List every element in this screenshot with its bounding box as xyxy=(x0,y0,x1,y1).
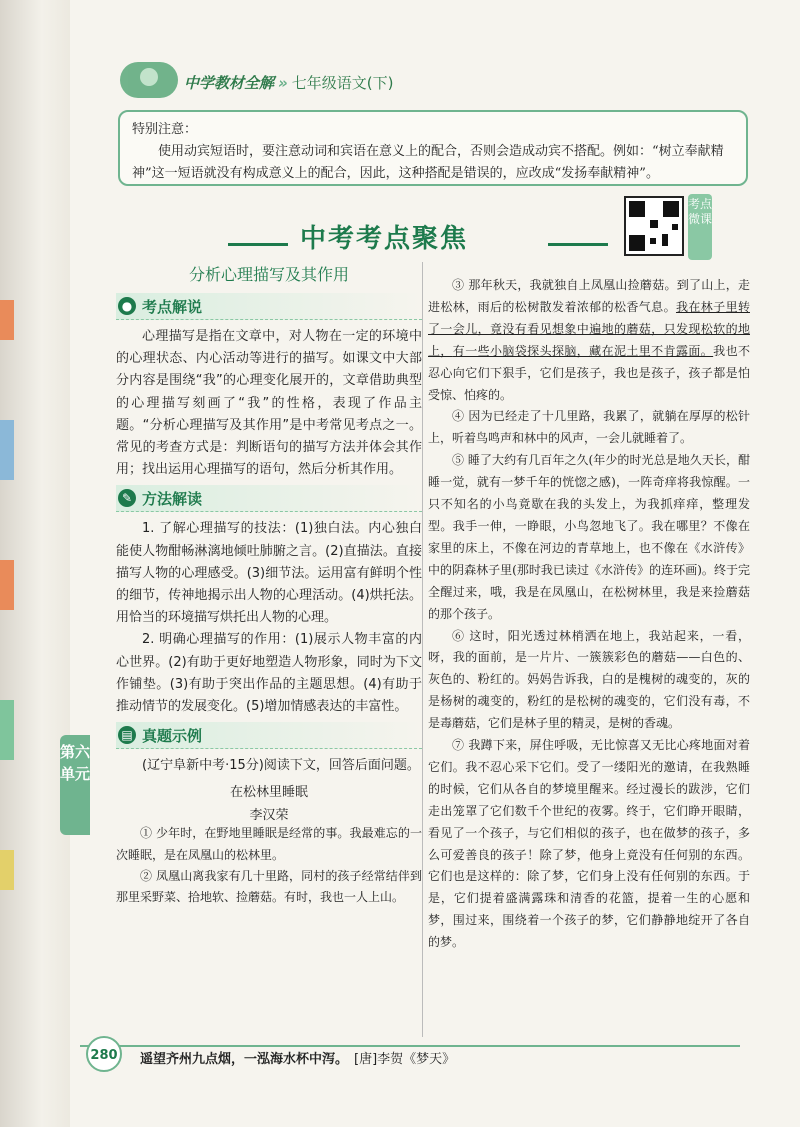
qr-code-icon[interactable] xyxy=(624,196,684,256)
page-number: 280 xyxy=(86,1036,122,1072)
fangfa-label: 方法解读 xyxy=(142,489,203,508)
section-rule-right xyxy=(548,243,608,246)
story-title: 在松林里睡眠 xyxy=(229,785,308,801)
fangfa-paragraph-1: 1. 了解心理描写的技法：(1)独白法。内心独白能使人物酣畅淋漓地倾吐肺腑之言。(2)直描法。直接描写人物的心理感受。(3)细节法。运用富有鲜明个性的细节，传神地揭示出人物的心理活动。(4)烘托法。用恰当的环境描写烘托出人物的心理。 xyxy=(116,521,422,626)
section-rule-left xyxy=(228,243,288,246)
zhenti-label: 真题示例 xyxy=(142,726,203,745)
p3-underlined-2: 有一些小脑袋探头探脑，藏在泥土里不肯露面。 xyxy=(452,343,714,358)
story-paragraph-2: ② 凤凰山离我家有几十里路，同村的孩子经常结伴到那里采野菜、拾地软、捡蘑菇。有时，我也一人上山。 xyxy=(116,869,422,905)
topic-title: 分析心理描写及其作用 xyxy=(188,265,349,284)
page-header xyxy=(110,60,670,104)
left-column xyxy=(116,262,422,909)
story-paragraph-7: ⑦ 我蹲下来，屏住呼吸，无比惊喜又无比心疼地面对着它们。我不忍心采下它们。受了一缕阳光的邀请，在我熟睡的时候，它们从各自的梦境里醒来。经过漫长的跋涉，它们走出笼罩了它们数千个世纪的夜雾。终于，它们睁开眼睛，看见了一个孩子，与它们相似的孩子，也在做梦的孩子，多么可爱善良的孩子！除了梦，他身上竟没有任何别的东西。它们也是这样的：除了梦，它们身上没有任何别的东西。于是，它们提着盛满露珠和清香的花篮，提着一生的心愿和梦，围过来，围绕着一个孩子的梦，它们静静地绽开了各自的梦。 xyxy=(428,738,750,950)
p3-start: ③ 那年秋天，我就独自上凤凰山捡蘑菇。到了山上，走进松林，雨后的松树散发着浓郁的松香气息。 xyxy=(428,278,750,314)
p3-underlined-1: 我在林子里转了一会儿，竟没有看见想象中遍地的蘑菇，只发现松软的地上， xyxy=(428,299,750,358)
series-name: 中学教材全解 xyxy=(184,74,275,92)
story-paragraph-6: ⑥ 这时，阳光透过林梢洒在地上，我站起来，一看，呀，我的面前，是一片片、一簇簇彩色的蘑菇——白色的、灰色的、粉红的。妈妈告诉我，白的是槐树的魂变的，灰的是杨树的魂变的，粉红的是松树的魂变的，它们没有毒，不是毒蘑菇，它们是林子里的精灵，是树的香魂。 xyxy=(428,628,750,731)
grade-subtitle: 七年级语文(下) xyxy=(291,74,394,92)
header-title xyxy=(184,72,393,93)
quote-text: 遥望齐州九点烟，一泓海水杯中泻。 xyxy=(140,1052,349,1067)
footer-rule xyxy=(80,1045,740,1047)
fangfa-heading xyxy=(116,485,422,512)
story-author: 李汉荣 xyxy=(249,808,289,824)
header-separator: » xyxy=(278,74,288,92)
section-title: 中考考点聚焦 xyxy=(300,224,469,254)
footer-quote xyxy=(140,1048,455,1067)
kaodian-label: 考点解说 xyxy=(142,297,203,316)
note-title: 特别注意： xyxy=(132,122,198,137)
column-divider xyxy=(422,262,423,1037)
story-paragraph-3 xyxy=(428,275,750,406)
kaodian-heading xyxy=(116,293,422,320)
note-body: 使用动宾短语时，要注意动词和宾语在意义上的配合，否则会造成动宾不搭配。例如：“树立奉献精神”这一短语就没有构成意义上的配合，因此，这种搭配是错误的，应改成“发扬奉献精神”。 xyxy=(132,144,724,181)
p3-end: 我也不忍心向它们下狠手，它们是孩子，我也是孩子，孩子都是怕受惊、怕疼的。 xyxy=(428,343,750,402)
kaodian-text: 心理描写是指在文章中，对人物在一定的环境中的心理状态、内心活动等进行的描写。如课文中大部分内容是围绕“我”的心理变化展开的，文章借助典型的心理描写刻画了“我”的性格，表现了作品主题。“分析心理描写及其作用”是中考常见考点之一。常见的考查方式是：判断语句的描写方法并体会其作用；找出运用心理描写的语句，然后分析其作用。 xyxy=(116,329,422,478)
zhenti-intro: (辽宁阜新中考·15分)阅读下文，回答后面问题。 xyxy=(142,758,420,774)
page-edge xyxy=(0,0,70,1127)
story-paragraph-4: ④ 因为已经走了十几里路，我累了，就躺在厚厚的松针上，听着鸟鸣声和林中的风声，一会儿就睡着了。 xyxy=(428,409,750,446)
story-paragraph-5: ⑤ 睡了大约有几百年之久(年少的时光总是地久天长，酣睡一觉，就有一梦千年的恍惚之感)，一阵奇痒将我惊醒。一只不知名的小鸟竟歇在我的头发上，为我抓痒痒，整理发型。我手一伸，一睁眼，小鸟忽地飞了。我在哪里？不像在家里的床上，不像在河边的青草地上，也不像在《水浒传》中的阴森林子里(那时我已读过《水浒传》的连环画)。终于完全醒过来，哦，我是在凤凰山，在松树林里，我是来捡蘑菇的那个孩子。 xyxy=(428,453,750,621)
people-icon: ● xyxy=(118,297,136,315)
pen-icon: ✎ xyxy=(118,489,136,507)
right-column xyxy=(428,275,750,954)
quote-source: [唐]李贺《梦天》 xyxy=(354,1052,456,1067)
story-paragraph-1: ① 少年时，在野地里睡眠是经常的事。我最难忘的一次睡眠，是在凤凰山的松林里。 xyxy=(116,826,422,862)
zhenti-heading xyxy=(116,722,422,749)
micro-lesson-tag: 考点微课 xyxy=(688,194,712,260)
unit-side-tab: 第六单元 xyxy=(60,735,90,835)
book-logo-icon xyxy=(120,62,178,98)
document-icon: ▤ xyxy=(118,726,136,744)
fangfa-paragraph-2: 2. 明确心理描写的作用：(1)展示人物丰富的内心世界。(2)有助于更好地塑造人物形象，同时为下文作铺垫。(3)有助于突出作品的主题思想。(4)有助于推动情节的发展变化。(5)增加情感表达的丰富性。 xyxy=(116,632,422,715)
special-note-box xyxy=(118,110,748,186)
